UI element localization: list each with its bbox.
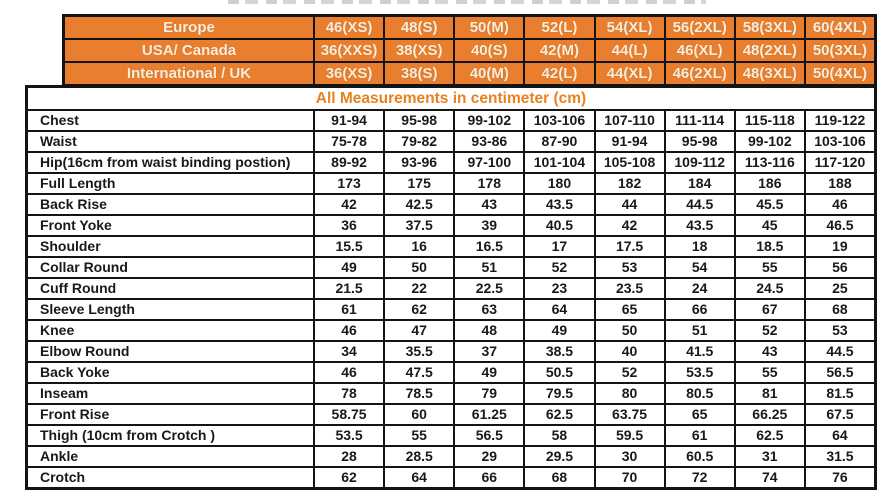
measurement-value: 119-122: [804, 111, 874, 130]
measurement-value: 188: [804, 174, 874, 193]
measurement-value: 45.5: [734, 195, 804, 214]
measurement-value: 43.5: [523, 195, 593, 214]
table-row: [28, 256, 874, 277]
measurement-value: 64: [804, 426, 874, 445]
measurement-label: Back Yoke: [40, 364, 110, 380]
measurement-value: 43.5: [664, 216, 734, 235]
measurement-value: 63: [453, 300, 523, 319]
measurement-value: 113-116: [734, 153, 804, 172]
measurement-value: 36: [313, 216, 383, 235]
measurement-value: 81.5: [804, 384, 874, 403]
measurement-value: 44.5: [804, 342, 874, 361]
measurement-value: 50: [383, 258, 453, 277]
measurement-label: Chest: [40, 112, 79, 128]
table-row: [28, 445, 874, 466]
size-cell: 56(2XL): [664, 17, 734, 38]
size-header-row: [65, 17, 874, 38]
measurement-value: 44: [594, 195, 664, 214]
measurement-value: 66: [453, 468, 523, 487]
measurement-value: 50: [594, 321, 664, 340]
measurement-value: 55: [734, 258, 804, 277]
measurement-value: 46: [313, 363, 383, 382]
size-cell: 40(M): [453, 63, 523, 84]
size-cell: 40(S): [453, 40, 523, 61]
measurement-value: 78.5: [383, 384, 453, 403]
measurement-value: 46: [313, 321, 383, 340]
measurement-value: 48: [453, 321, 523, 340]
size-header-table: [62, 14, 877, 87]
measurement-value: 47: [383, 321, 453, 340]
table-row: [28, 424, 874, 445]
measurement-value: 52: [594, 363, 664, 382]
measurement-value: 99-102: [453, 111, 523, 130]
measurement-value: 115-118: [734, 111, 804, 130]
measurement-label: Hip(16cm from waist binding postion): [40, 154, 291, 170]
measurement-value: 62: [313, 468, 383, 487]
size-cell: 58(3XL): [734, 17, 804, 38]
measurement-value: 97-100: [453, 153, 523, 172]
measurement-value: 95-98: [664, 132, 734, 151]
size-cell: 50(M): [453, 17, 523, 38]
measurement-value: 91-94: [594, 132, 664, 151]
table-row: [28, 151, 874, 172]
measurement-value: 80.5: [664, 384, 734, 403]
measurement-value: 43: [734, 342, 804, 361]
measurement-label: Full Length: [40, 175, 116, 191]
measurement-value: 19: [804, 237, 874, 256]
measurement-value: 18.5: [734, 237, 804, 256]
measurement-value: 46: [804, 195, 874, 214]
size-cell: 52(L): [523, 17, 593, 38]
measurement-value: 81: [734, 384, 804, 403]
measurement-value: 24: [664, 279, 734, 298]
table-row: [28, 235, 874, 256]
measurement-value: 50.5: [523, 363, 593, 382]
measurement-value: 23.5: [594, 279, 664, 298]
measurement-value: 175: [383, 174, 453, 193]
measurement-value: 21.5: [313, 279, 383, 298]
measurement-value: 23: [523, 279, 593, 298]
measurement-value: 75-78: [313, 132, 383, 151]
size-cell: 46(XL): [664, 40, 734, 61]
measurement-label: Shoulder: [40, 238, 101, 254]
measurement-value: 186: [734, 174, 804, 193]
measurement-value: 60: [383, 405, 453, 424]
measurement-value: 58: [523, 426, 593, 445]
measurement-value: 62.5: [523, 405, 593, 424]
measurement-value: 17: [523, 237, 593, 256]
measurement-value: 28.5: [383, 447, 453, 466]
measurement-value: 49: [313, 258, 383, 277]
measurements-unit-banner: All Measurements in centimeter (cm): [315, 90, 587, 107]
measurement-value: 42: [594, 216, 664, 235]
measurement-label: Thigh (10cm from Crotch ): [40, 427, 216, 443]
table-row: [28, 109, 874, 130]
size-cell: 46(XS): [313, 17, 383, 38]
size-cell: 38(S): [383, 63, 453, 84]
measurement-value: 52: [734, 321, 804, 340]
measurement-label: Knee: [40, 322, 75, 338]
table-row: [28, 382, 874, 403]
measurement-value: 66: [664, 300, 734, 319]
measurement-value: 105-108: [594, 153, 664, 172]
measurement-value: 78: [313, 384, 383, 403]
measurement-value: 62.5: [734, 426, 804, 445]
measurement-value: 53.5: [664, 363, 734, 382]
measurement-value: 74: [734, 468, 804, 487]
size-cell: 50(4XL): [804, 63, 874, 84]
measurement-value: 101-104: [523, 153, 593, 172]
measurement-value: 56: [804, 258, 874, 277]
measurement-value: 79: [453, 384, 523, 403]
size-cell: 44(XL): [594, 63, 664, 84]
measurement-value: 40.5: [523, 216, 593, 235]
measurement-value: 53: [804, 321, 874, 340]
measurement-value: 31: [734, 447, 804, 466]
table-row: [28, 130, 874, 151]
measurement-label: Ankle: [40, 448, 79, 464]
measurement-value: 41.5: [664, 342, 734, 361]
measurement-value: 111-114: [664, 111, 734, 130]
measurement-value: 99-102: [734, 132, 804, 151]
table-row: [28, 403, 874, 424]
measurement-value: 64: [383, 468, 453, 487]
table-row: [28, 319, 874, 340]
measurement-value: 51: [453, 258, 523, 277]
size-cell: 50(3XL): [804, 40, 874, 61]
measurement-value: 79.5: [523, 384, 593, 403]
table-row: [28, 277, 874, 298]
measurement-value: 184: [664, 174, 734, 193]
measurement-value: 109-112: [664, 153, 734, 172]
measurement-value: 66.25: [734, 405, 804, 424]
measurement-value: 67.5: [804, 405, 874, 424]
table-row: [28, 340, 874, 361]
table-row: [28, 193, 874, 214]
measurement-label: Front Rise: [40, 406, 110, 422]
measurement-label: Sleeve Length: [40, 301, 135, 317]
measurement-value: 58.75: [313, 405, 383, 424]
measurement-value: 72: [664, 468, 734, 487]
measurement-value: 93-96: [383, 153, 453, 172]
table-row: [28, 298, 874, 319]
measurement-value: 42.5: [383, 195, 453, 214]
measurement-value: 117-120: [804, 153, 874, 172]
measurement-value: 67: [734, 300, 804, 319]
measurement-value: 65: [664, 405, 734, 424]
measurement-value: 43: [453, 195, 523, 214]
region-label: International / UK: [65, 63, 313, 84]
measurement-label: Waist: [40, 133, 77, 149]
measurement-value: 61: [664, 426, 734, 445]
measurement-value: 52: [523, 258, 593, 277]
measurement-value: 42: [313, 195, 383, 214]
measurement-value: 70: [594, 468, 664, 487]
measurement-value: 178: [453, 174, 523, 193]
size-cell: 48(2XL): [734, 40, 804, 61]
measurement-value: 182: [594, 174, 664, 193]
measurement-value: 87-90: [523, 132, 593, 151]
measurement-value: 25: [804, 279, 874, 298]
measurement-label: Back Rise: [40, 196, 107, 212]
measurement-label: Cuff Round: [40, 280, 117, 296]
measurement-value: 51: [664, 321, 734, 340]
measurement-value: 31.5: [804, 447, 874, 466]
measurement-value: 35.5: [383, 342, 453, 361]
size-cell: 42(M): [523, 40, 593, 61]
measurement-label: Elbow Round: [40, 343, 130, 359]
measurement-value: 39: [453, 216, 523, 235]
measurement-value: 65: [594, 300, 664, 319]
measurement-label: Inseam: [40, 385, 89, 401]
measurement-value: 22: [383, 279, 453, 298]
measurement-value: 49: [523, 321, 593, 340]
measurement-value: 56.5: [453, 426, 523, 445]
measurement-value: 61.25: [453, 405, 523, 424]
size-cell: 36(XXS): [313, 40, 383, 61]
size-header-row: [65, 61, 874, 84]
size-cell: 46(2XL): [664, 63, 734, 84]
measurement-value: 91-94: [313, 111, 383, 130]
size-header-row: [65, 38, 874, 61]
measurements-table: [25, 85, 877, 490]
size-cell: 48(S): [383, 17, 453, 38]
measurement-value: 61: [313, 300, 383, 319]
measurement-value: 24.5: [734, 279, 804, 298]
measurement-value: 16.5: [453, 237, 523, 256]
table-row: [28, 361, 874, 382]
measurement-value: 37: [453, 342, 523, 361]
measurement-value: 107-110: [594, 111, 664, 130]
measurement-value: 68: [804, 300, 874, 319]
measurement-label: Crotch: [40, 469, 86, 485]
measurement-value: 62: [383, 300, 453, 319]
measurement-value: 56.5: [804, 363, 874, 382]
size-cell: 36(XS): [313, 63, 383, 84]
measurement-label: Front Yoke: [40, 217, 112, 233]
measurement-value: 46.5: [804, 216, 874, 235]
measurement-value: 28: [313, 447, 383, 466]
measurement-value: 34: [313, 342, 383, 361]
measurement-value: 93-86: [453, 132, 523, 151]
measurement-value: 55: [734, 363, 804, 382]
measurement-value: 173: [313, 174, 383, 193]
region-label: Europe: [65, 17, 313, 38]
measurement-value: 80: [594, 384, 664, 403]
measurement-value: 40: [594, 342, 664, 361]
measurement-value: 18: [664, 237, 734, 256]
size-cell: 42(L): [523, 63, 593, 84]
region-label: USA/ Canada: [65, 40, 313, 61]
measurement-value: 30: [594, 447, 664, 466]
measurement-value: 103-106: [523, 111, 593, 130]
measurement-value: 180: [523, 174, 593, 193]
measurement-value: 45: [734, 216, 804, 235]
measurement-value: 68: [523, 468, 593, 487]
measurement-value: 49: [453, 363, 523, 382]
table-row: [28, 172, 874, 193]
table-row: [28, 214, 874, 235]
measurement-value: 103-106: [804, 132, 874, 151]
measurement-value: 38.5: [523, 342, 593, 361]
measurement-value: 16: [383, 237, 453, 256]
measurement-value: 53: [594, 258, 664, 277]
size-cell: 44(L): [594, 40, 664, 61]
measurement-value: 22.5: [453, 279, 523, 298]
measurement-value: 53.5: [313, 426, 383, 445]
measurement-value: 60.5: [664, 447, 734, 466]
measurement-value: 79-82: [383, 132, 453, 151]
measurement-value: 63.75: [594, 405, 664, 424]
measurement-value: 17.5: [594, 237, 664, 256]
measurement-value: 29: [453, 447, 523, 466]
measurement-value: 47.5: [383, 363, 453, 382]
measurement-value: 54: [664, 258, 734, 277]
measurement-value: 59.5: [594, 426, 664, 445]
measurement-value: 15.5: [313, 237, 383, 256]
size-cell: 38(XS): [383, 40, 453, 61]
measurement-label: Collar Round: [40, 259, 128, 275]
measurement-value: 95-98: [383, 111, 453, 130]
table-row: [28, 466, 874, 487]
measurement-value: 37.5: [383, 216, 453, 235]
size-cell: 54(XL): [594, 17, 664, 38]
measurement-value: 64: [523, 300, 593, 319]
measurement-value: 55: [383, 426, 453, 445]
measurement-value: 29.5: [523, 447, 593, 466]
measurement-value: 89-92: [313, 153, 383, 172]
cropped-title-remnant: [228, 0, 706, 4]
size-cell: 60(4XL): [804, 17, 874, 38]
size-cell: 48(3XL): [734, 63, 804, 84]
measurement-value: 44.5: [664, 195, 734, 214]
measurement-value: 76: [804, 468, 874, 487]
